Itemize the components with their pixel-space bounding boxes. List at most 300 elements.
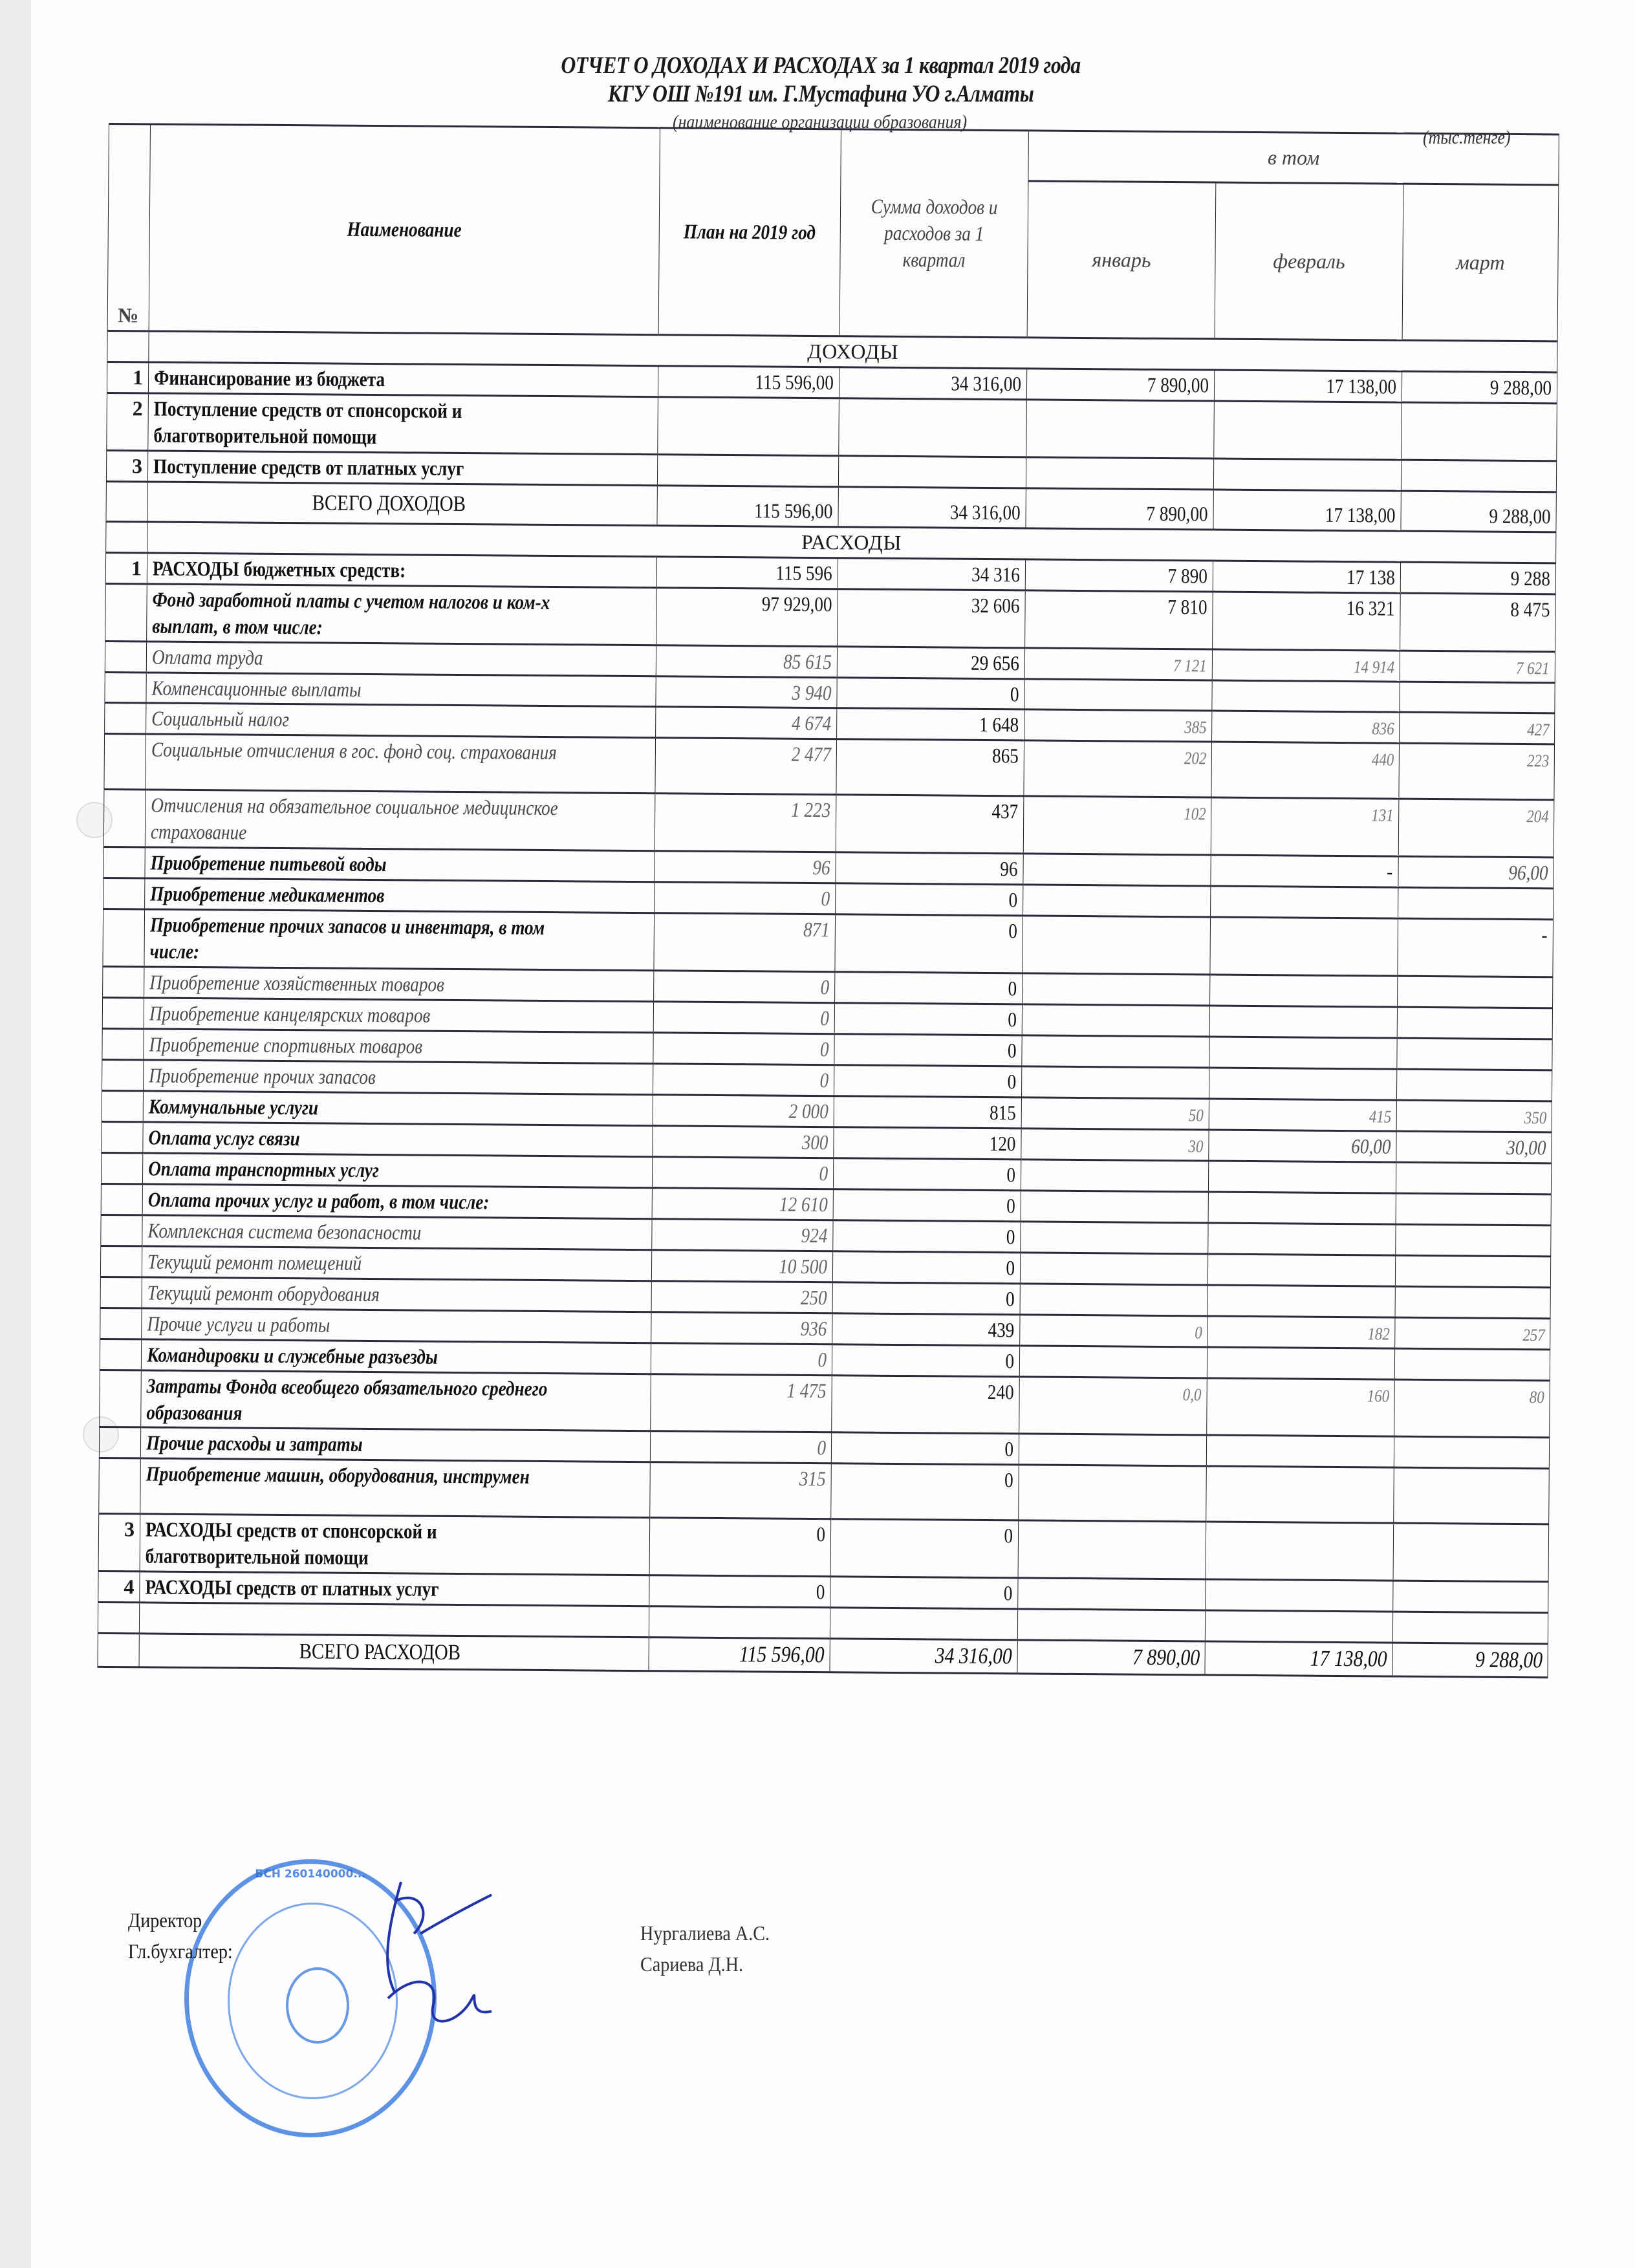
cell-value: 7 121 bbox=[1173, 655, 1207, 676]
cell-plan bbox=[656, 676, 837, 708]
cell-value: 202 bbox=[1184, 748, 1206, 768]
cell-mar bbox=[1395, 1255, 1550, 1288]
emblem-icon bbox=[286, 1967, 349, 2044]
row-number bbox=[102, 1121, 143, 1152]
cell-mar bbox=[1392, 1612, 1548, 1644]
row-label-text: РАСХОДЫ средств от платных услуг bbox=[145, 1575, 439, 1601]
cell-jan bbox=[1021, 1222, 1208, 1254]
cell-mar bbox=[1398, 976, 1553, 1008]
cell-value: 9 288 bbox=[1510, 566, 1551, 590]
cell-value: 439 bbox=[988, 1317, 1015, 1341]
cell-value: 257 bbox=[1522, 1324, 1545, 1345]
cell-jan bbox=[1026, 488, 1213, 530]
cell-feb bbox=[1213, 490, 1401, 531]
row-number bbox=[103, 909, 145, 967]
cell-plan bbox=[650, 1462, 832, 1519]
cell-mar bbox=[1400, 682, 1555, 714]
header-name: Наименование bbox=[149, 124, 660, 335]
cell-value: 12 610 bbox=[779, 1192, 828, 1216]
cell-feb bbox=[1206, 1466, 1394, 1523]
cell-value: 350 bbox=[1524, 1108, 1546, 1128]
cell-plan bbox=[650, 1431, 831, 1463]
cell-value: 3 940 bbox=[792, 680, 832, 704]
cell-sum bbox=[830, 1639, 1017, 1674]
row-number bbox=[103, 790, 146, 847]
cell-value: 34 316 bbox=[971, 562, 1021, 587]
cell-value: 0 bbox=[816, 1580, 825, 1604]
row-label bbox=[140, 1514, 650, 1575]
cell-feb bbox=[1207, 1378, 1395, 1437]
cell-sum bbox=[835, 914, 1023, 973]
cell-value: 115 596,00 bbox=[755, 370, 834, 394]
cell-value: 0 bbox=[1008, 977, 1017, 1000]
cell-mar bbox=[1394, 1437, 1549, 1469]
row-label bbox=[144, 909, 655, 971]
cell-plan bbox=[653, 1033, 834, 1065]
row-number bbox=[100, 1308, 142, 1339]
row-label bbox=[147, 553, 656, 588]
cell-feb bbox=[1207, 1347, 1394, 1379]
cell-feb bbox=[1209, 1130, 1396, 1162]
cell-value: 7 890,00 bbox=[1146, 501, 1208, 526]
cell-plan bbox=[656, 707, 837, 739]
cell-jan bbox=[1018, 1520, 1206, 1579]
row-label bbox=[144, 1060, 653, 1095]
cell-feb bbox=[1213, 459, 1401, 491]
cell-mar bbox=[1393, 1581, 1548, 1613]
cell-plan bbox=[657, 455, 838, 487]
cell-jan bbox=[1020, 1284, 1207, 1316]
cell-mar bbox=[1402, 371, 1557, 404]
cell-feb bbox=[1205, 1610, 1392, 1643]
director-name: Нургалиева А.С. bbox=[640, 1921, 770, 1945]
row-label-text: Оплата услуг связи bbox=[148, 1125, 300, 1150]
cell-sum bbox=[837, 677, 1024, 709]
row-label-text: Приобретение канцелярских товаров bbox=[149, 1001, 431, 1027]
header-month-feb: февраль bbox=[1215, 182, 1403, 340]
cell-value: 17 138,00 bbox=[1310, 1645, 1387, 1672]
cell-sum bbox=[831, 1463, 1019, 1520]
cell-mar bbox=[1394, 1468, 1550, 1525]
cell-mar bbox=[1396, 1193, 1551, 1226]
row-number bbox=[103, 967, 144, 998]
cell-value: 34 316,00 bbox=[935, 1643, 1012, 1669]
cell-sum bbox=[830, 1577, 1018, 1609]
row-label-text: Отчисления на обязательное социальное медицинское страхование bbox=[150, 793, 558, 844]
cell-value: 0 bbox=[1007, 1070, 1017, 1094]
cell-value: 4 674 bbox=[791, 711, 832, 735]
cell-value: 0 bbox=[1010, 682, 1019, 706]
row-label bbox=[147, 584, 657, 645]
table-row bbox=[103, 909, 1554, 977]
cell-sum bbox=[830, 1519, 1019, 1578]
row-number bbox=[100, 1370, 142, 1427]
row-label-text: Прочие услуги и работы bbox=[147, 1312, 330, 1337]
cell-plan bbox=[653, 1095, 834, 1127]
table-row bbox=[104, 734, 1555, 800]
cell-jan bbox=[1023, 796, 1211, 855]
cell-mar bbox=[1399, 744, 1555, 801]
row-label-text: Комплексная система безопасности bbox=[147, 1218, 422, 1244]
cell-plan bbox=[653, 1002, 834, 1034]
row-label-text: Компенсационные выплаты bbox=[151, 676, 362, 701]
cell-plan bbox=[657, 485, 838, 526]
cell-value: 7 621 bbox=[1516, 658, 1550, 678]
cell-value: 9 288,00 bbox=[1489, 504, 1551, 528]
cell-value: 440 bbox=[1371, 750, 1394, 770]
row-number bbox=[98, 1634, 139, 1667]
cell-mar bbox=[1401, 491, 1556, 532]
cell-plan bbox=[653, 1126, 834, 1158]
row-label-text: РАСХОДЫ бюджетных средств: bbox=[152, 556, 406, 582]
cell-value: 30 bbox=[1188, 1136, 1204, 1156]
cell-plan bbox=[649, 1606, 830, 1639]
row-number bbox=[98, 1603, 139, 1634]
cell-value: 160 bbox=[1367, 1385, 1389, 1406]
cell-sum bbox=[834, 1034, 1022, 1066]
cell-mar bbox=[1395, 1317, 1550, 1350]
cell-value: 60,00 bbox=[1351, 1134, 1391, 1158]
row-label bbox=[146, 642, 656, 676]
cell-jan bbox=[1023, 973, 1210, 1006]
row-label bbox=[142, 1277, 651, 1312]
cell-value: 17 138 bbox=[1346, 565, 1396, 589]
cell-value: 80 bbox=[1529, 1387, 1544, 1407]
cell-value: 871 bbox=[803, 918, 830, 942]
cell-feb bbox=[1210, 975, 1398, 1007]
cell-jan bbox=[1023, 854, 1211, 886]
cell-value: 7 890,00 bbox=[1147, 373, 1209, 397]
cell-sum bbox=[831, 1432, 1019, 1465]
cell-feb bbox=[1212, 649, 1400, 682]
row-label bbox=[142, 1153, 652, 1188]
cell-jan bbox=[1025, 590, 1213, 649]
cell-jan bbox=[1024, 647, 1212, 680]
cell-value: 17 138,00 bbox=[1325, 502, 1396, 527]
cell-sum bbox=[832, 1313, 1020, 1345]
cell-mar bbox=[1398, 887, 1554, 920]
row-label bbox=[148, 393, 658, 455]
cell-feb bbox=[1213, 561, 1400, 593]
cell-jan bbox=[1023, 885, 1211, 917]
cell-plan bbox=[656, 587, 838, 646]
cell-mar bbox=[1396, 1069, 1552, 1101]
row-label-text: Фонд заработной платы с учетом налогов и ком-х выплат, в том числе: bbox=[152, 587, 550, 639]
cell-value: 1 648 bbox=[979, 713, 1019, 737]
accountant-name: Сариева Д.Н. bbox=[640, 1952, 744, 1976]
cell-jan bbox=[1024, 678, 1212, 711]
section-title: ДОХОДЫ bbox=[149, 331, 1557, 373]
cell-mar bbox=[1397, 1007, 1552, 1039]
row-number bbox=[104, 734, 146, 790]
cell-value: 0 bbox=[816, 1522, 826, 1546]
cell-jan bbox=[1019, 1434, 1206, 1466]
row-label-text: Поступление средств от спонсорской и благотворительной помощи bbox=[153, 396, 462, 448]
cell-plan bbox=[652, 1218, 833, 1251]
cell-value: 815 bbox=[989, 1100, 1016, 1125]
cell-value: 0 bbox=[819, 1037, 829, 1061]
cell-feb bbox=[1209, 1099, 1396, 1131]
row-label bbox=[140, 1571, 649, 1606]
cell-feb bbox=[1208, 1192, 1396, 1224]
cell-sum bbox=[833, 1158, 1021, 1191]
row-number: 3 bbox=[98, 1514, 140, 1571]
cell-mar bbox=[1400, 562, 1555, 594]
cell-plan bbox=[655, 851, 836, 883]
cell-value: 0 bbox=[1008, 919, 1018, 943]
cell-mar bbox=[1396, 1224, 1551, 1257]
row-number bbox=[105, 641, 146, 672]
cell-feb bbox=[1207, 1285, 1395, 1317]
cell-mar bbox=[1396, 1131, 1552, 1163]
cell-plan bbox=[653, 1064, 834, 1096]
cell-sum bbox=[838, 589, 1026, 647]
table-row bbox=[98, 1514, 1549, 1582]
cell-sum bbox=[832, 1375, 1020, 1434]
row-label bbox=[142, 1308, 651, 1343]
cell-jan bbox=[1019, 1345, 1207, 1377]
cell-value: 96 bbox=[1000, 857, 1018, 881]
cell-mar bbox=[1393, 1524, 1549, 1582]
cell-jan bbox=[1021, 1066, 1209, 1099]
row-number bbox=[106, 481, 147, 521]
cell-value: 0 bbox=[1007, 1039, 1017, 1063]
cell-value: 9 288,00 bbox=[1489, 375, 1552, 400]
cell-value: 385 bbox=[1184, 717, 1207, 737]
cell-plan bbox=[649, 1637, 830, 1672]
row-label-text: Приобретение медикаментов bbox=[150, 881, 385, 907]
cell-value: 0 bbox=[1006, 1255, 1015, 1280]
row-label bbox=[140, 1427, 650, 1462]
cell-mar bbox=[1400, 593, 1556, 652]
cell-plan bbox=[651, 1374, 832, 1432]
cell-plan bbox=[649, 1518, 831, 1577]
cell-mar bbox=[1398, 856, 1554, 889]
header-month-group: в том bbox=[1028, 131, 1559, 185]
cell-sum bbox=[837, 646, 1024, 678]
cell-feb bbox=[1211, 855, 1398, 887]
cell-sum bbox=[834, 1127, 1021, 1160]
cell-feb bbox=[1214, 401, 1402, 460]
table-row bbox=[105, 583, 1556, 651]
cell-value: 0 bbox=[1004, 1468, 1013, 1492]
cell-sum bbox=[836, 795, 1024, 854]
row-label-text: Приобретение хозяйственных товаров bbox=[149, 970, 444, 996]
row-label-text: Коммунальные услуги bbox=[148, 1094, 319, 1119]
row-label bbox=[147, 482, 657, 526]
cell-value: 437 bbox=[991, 799, 1019, 823]
cell-sum bbox=[835, 972, 1023, 1004]
cell-jan bbox=[1017, 1609, 1205, 1641]
row-label bbox=[144, 967, 654, 1002]
row-label bbox=[144, 998, 653, 1033]
cell-value: 223 bbox=[1526, 751, 1549, 771]
cell-value: 865 bbox=[991, 744, 1019, 768]
cell-plan bbox=[655, 882, 836, 914]
row-label-text: РАСХОДЫ средств от спонсорской и благотворительной помощи bbox=[145, 1517, 437, 1570]
cell-jan bbox=[1021, 1191, 1208, 1223]
cell-jan bbox=[1022, 1004, 1209, 1037]
cell-value: 0 bbox=[819, 1161, 828, 1185]
cell-value: 1 223 bbox=[790, 798, 831, 822]
cell-value: 0 bbox=[1004, 1524, 1013, 1548]
row-label-text: Социальный налог bbox=[151, 706, 290, 731]
row-label bbox=[141, 1370, 651, 1431]
cell-value: 0 bbox=[1008, 1008, 1017, 1031]
cell-jan bbox=[1021, 1097, 1209, 1130]
section-number-cell bbox=[106, 521, 147, 552]
row-number bbox=[102, 1059, 144, 1090]
row-label-text: ВСЕГО ДОХОДОВ bbox=[312, 490, 466, 516]
cell-mar bbox=[1392, 1643, 1548, 1678]
cell-value: 836 bbox=[1371, 718, 1394, 739]
accountant-label: Гл.бухгалтер: bbox=[128, 1939, 233, 1963]
cell-mar bbox=[1400, 713, 1555, 745]
cell-feb bbox=[1212, 680, 1400, 713]
income-expense-table bbox=[97, 123, 1559, 1678]
cell-mar bbox=[1394, 1379, 1550, 1438]
cell-value: 115 596 bbox=[775, 561, 833, 585]
cell-sum bbox=[836, 739, 1024, 796]
organization-caption: (наименование организации образования) bbox=[673, 111, 968, 133]
cell-feb bbox=[1211, 886, 1398, 918]
cell-value: 115 596,00 bbox=[739, 1641, 825, 1668]
cell-value: 16 321 bbox=[1346, 596, 1395, 620]
cell-sum bbox=[834, 1065, 1022, 1097]
row-number bbox=[105, 672, 146, 703]
cell-sum bbox=[830, 1608, 1017, 1640]
signatory-names bbox=[640, 1917, 770, 1980]
row-label-text: Социальные отчисления в гос. фонд соц. страхования bbox=[151, 737, 557, 764]
cell-mar bbox=[1396, 1162, 1551, 1194]
row-label-text: Оплата транспортных услуг bbox=[148, 1156, 380, 1182]
row-number bbox=[101, 1215, 142, 1246]
cell-jan bbox=[1025, 559, 1213, 592]
row-number: 1 bbox=[105, 552, 147, 583]
cell-feb bbox=[1211, 797, 1399, 856]
cell-value: 240 bbox=[987, 1379, 1014, 1403]
cell-sum bbox=[833, 1189, 1021, 1222]
row-label bbox=[142, 1184, 652, 1219]
cell-value: 30,00 bbox=[1506, 1135, 1546, 1160]
cell-plan bbox=[656, 556, 838, 589]
cell-value: 0 bbox=[1005, 1286, 1015, 1311]
cell-value: 34 316,00 bbox=[951, 371, 1022, 396]
cell-sum bbox=[838, 558, 1025, 590]
cell-value: 0 bbox=[1006, 1194, 1015, 1218]
table-row bbox=[99, 1458, 1550, 1524]
cell-feb bbox=[1208, 1161, 1396, 1193]
cell-plan bbox=[651, 1249, 832, 1282]
row-label-text: Текущий ремонт оборудования bbox=[147, 1280, 380, 1306]
row-label bbox=[143, 1091, 653, 1126]
row-label-text: Командировки и служебные разъезды bbox=[146, 1343, 438, 1368]
cell-feb bbox=[1211, 742, 1400, 799]
organization-name: КГУ ОШ №191 им. Г.Мустафина УО г.Алматы bbox=[607, 81, 1034, 107]
row-number bbox=[100, 1277, 142, 1308]
cell-mar bbox=[1396, 1100, 1552, 1132]
row-label bbox=[146, 672, 656, 707]
row-number bbox=[99, 1427, 140, 1458]
row-label bbox=[145, 878, 655, 913]
cell-value: 14 914 bbox=[1353, 656, 1394, 677]
cell-value: 0,0 bbox=[1182, 1384, 1202, 1404]
cell-value: 32 606 bbox=[971, 593, 1020, 618]
cell-value: 7 890 bbox=[1167, 563, 1208, 588]
cell-value: 0 bbox=[1006, 1225, 1015, 1249]
row-label bbox=[142, 1215, 652, 1250]
cell-sum bbox=[838, 487, 1026, 528]
cell-value: 0 bbox=[1003, 1581, 1013, 1605]
cell-value: 250 bbox=[800, 1285, 827, 1309]
cell-plan bbox=[649, 1575, 830, 1608]
cell-plan bbox=[656, 645, 837, 677]
row-number bbox=[100, 1339, 141, 1370]
cell-mar bbox=[1400, 651, 1555, 683]
row-label bbox=[140, 1458, 651, 1518]
row-number bbox=[102, 1029, 144, 1060]
report-title: ОТЧЕТ О ДОХОДАХ И РАСХОДАХ за 1 квартал 2019 года bbox=[561, 52, 1081, 79]
row-number bbox=[102, 1090, 143, 1121]
cell-plan bbox=[658, 397, 839, 456]
cell-value: 115 596,00 bbox=[754, 499, 833, 523]
cell-value: 131 bbox=[1370, 805, 1394, 826]
row-label bbox=[148, 362, 658, 397]
cell-value: 0 bbox=[820, 1006, 830, 1030]
cell-jan bbox=[1019, 1376, 1207, 1435]
row-label-text: Финансирование из бюджета bbox=[153, 365, 385, 391]
row-label-text: Оплата труда bbox=[151, 645, 263, 669]
cell-sum bbox=[839, 367, 1026, 400]
cell-value: 120 bbox=[989, 1131, 1016, 1156]
director-signature bbox=[362, 1875, 504, 2044]
cell-value: 315 bbox=[799, 1467, 826, 1491]
cell-plan bbox=[655, 738, 837, 795]
cell-feb bbox=[1209, 1037, 1397, 1069]
cell-plan bbox=[652, 1188, 833, 1220]
cell-value: 0 bbox=[817, 1347, 827, 1371]
row-label-text: ВСЕГО РАСХОДОВ bbox=[299, 1639, 460, 1665]
row-label-text: Приобретение спортивных товаров bbox=[149, 1032, 423, 1058]
cell-feb bbox=[1206, 1522, 1394, 1581]
cell-sum bbox=[834, 1003, 1022, 1035]
cell-value: 936 bbox=[800, 1316, 827, 1340]
cell-mar bbox=[1397, 1038, 1552, 1070]
cell-value: - bbox=[1387, 859, 1393, 883]
row-label bbox=[144, 1029, 653, 1064]
row-label bbox=[145, 790, 655, 851]
cell-value: 182 bbox=[1367, 1323, 1390, 1344]
cell-sum bbox=[833, 1220, 1021, 1253]
row-label-text: Приобретение прочих запасов bbox=[149, 1063, 376, 1089]
cell-mar bbox=[1398, 799, 1554, 858]
cell-value: 0 bbox=[817, 1436, 827, 1460]
cell-value: 17 138,00 bbox=[1326, 374, 1397, 398]
cell-sum bbox=[832, 1251, 1020, 1283]
row-number: 2 bbox=[107, 393, 149, 450]
cell-value: 102 bbox=[1183, 804, 1206, 824]
cell-mar bbox=[1402, 402, 1557, 461]
cell-value: 50 bbox=[1188, 1105, 1204, 1125]
cell-jan bbox=[1026, 369, 1214, 401]
row-number bbox=[101, 1183, 142, 1215]
row-label-text: Приобретение прочих запасов и инвентаря, в том числе: bbox=[149, 913, 545, 964]
cell-value: 0 bbox=[1005, 1348, 1015, 1372]
cell-sum bbox=[832, 1344, 1019, 1376]
cell-plan bbox=[658, 366, 839, 398]
cell-value: 0 bbox=[1008, 888, 1018, 912]
table-row bbox=[107, 393, 1557, 460]
